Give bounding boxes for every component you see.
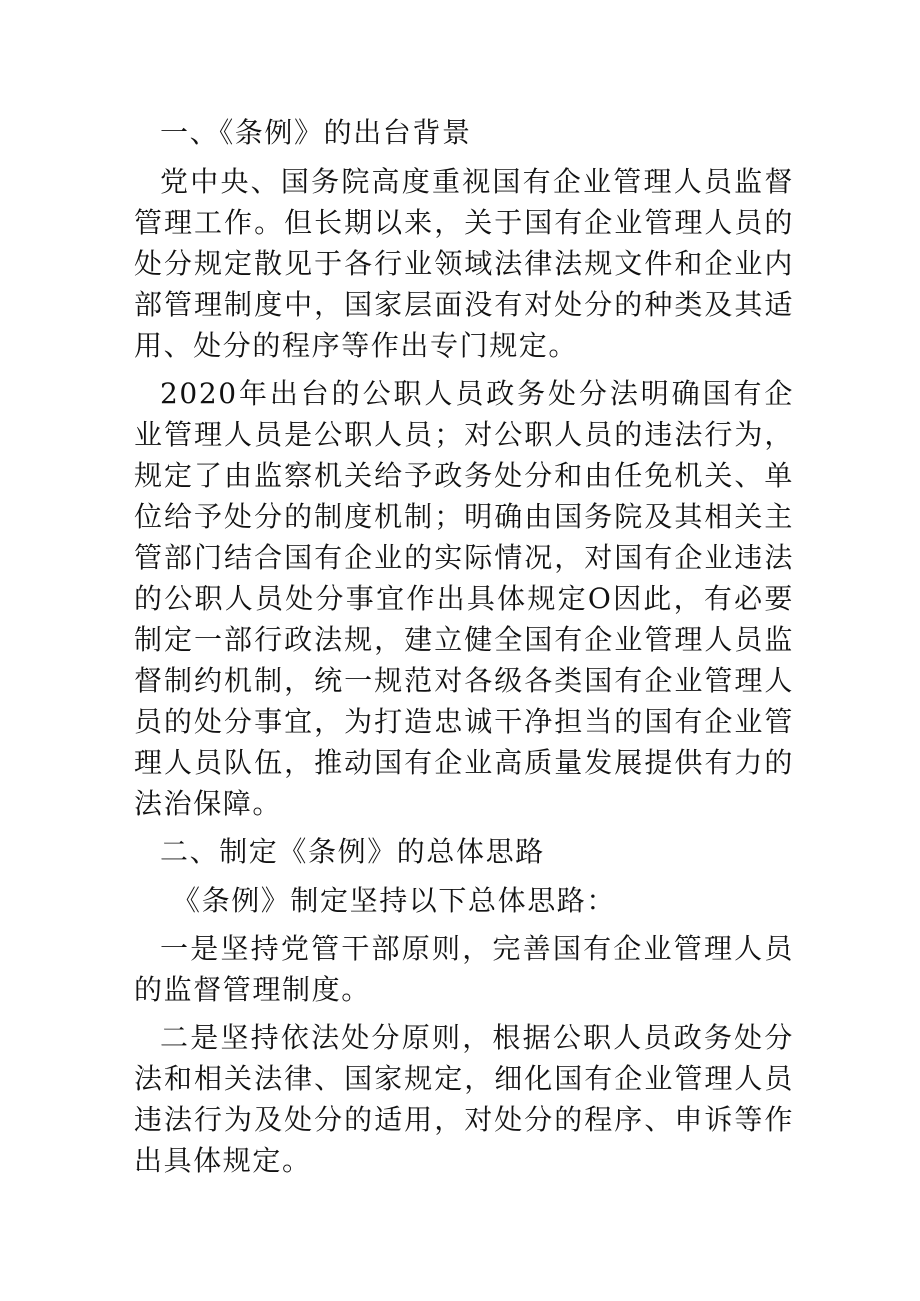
paragraph-approach-intro: 《条例》制定坚持以下总体思路： xyxy=(172,884,617,917)
paragraph-background-2020-law: 2020年出台的公职人员政务处分法明确国有企业管理人员是公职人员；对公职人员的违法行为，规定了由监察机关给予政务处分和由任免机关、单位给予处分的制度机制；明确由国务院及其相关主管部门结合国有企业的实际情况，对国有企业违法的公职人员处分事宜作出具体规定O因此，有必要制定一部行政法规，建立健全国有企业管理人员监督制约机制，统一规范对各级各类国有企业管理人员的处分事宜，为打造忠诚干净担当的国有企业管理人员队伍，推动国有企业高质量发展提供有力的法治保障。 xyxy=(134,377,794,820)
section-heading-background: 一、《条例》的出台背景 xyxy=(160,116,472,149)
paragraph-background-intro: 党中央、国务院高度重视国有企业管理人员监督管理工作。但长期以来，关于国有企业管理人员的处分规定散见于各行业领域法律法规文件和企业内部管理制度中，国家层面没有对处分的种类及其适用、处分的程序等作出专门规定。 xyxy=(134,165,794,362)
paragraph-approach-principle-1: 一是坚持党管干部原则，完善国有企业管理人员的监督管理制度。 xyxy=(134,932,794,1006)
section-heading-approach: 二、制定《条例》的总体思路 xyxy=(160,835,545,868)
paragraph-approach-principle-2: 二是坚持依法处分原则，根据公职人员政务处分法和相关法律、国家规定，细化国有企业管理人员违法行为及处分的适用，对处分的程序、申诉等作出具体规定。 xyxy=(134,1021,794,1177)
document-body xyxy=(134,112,794,1188)
